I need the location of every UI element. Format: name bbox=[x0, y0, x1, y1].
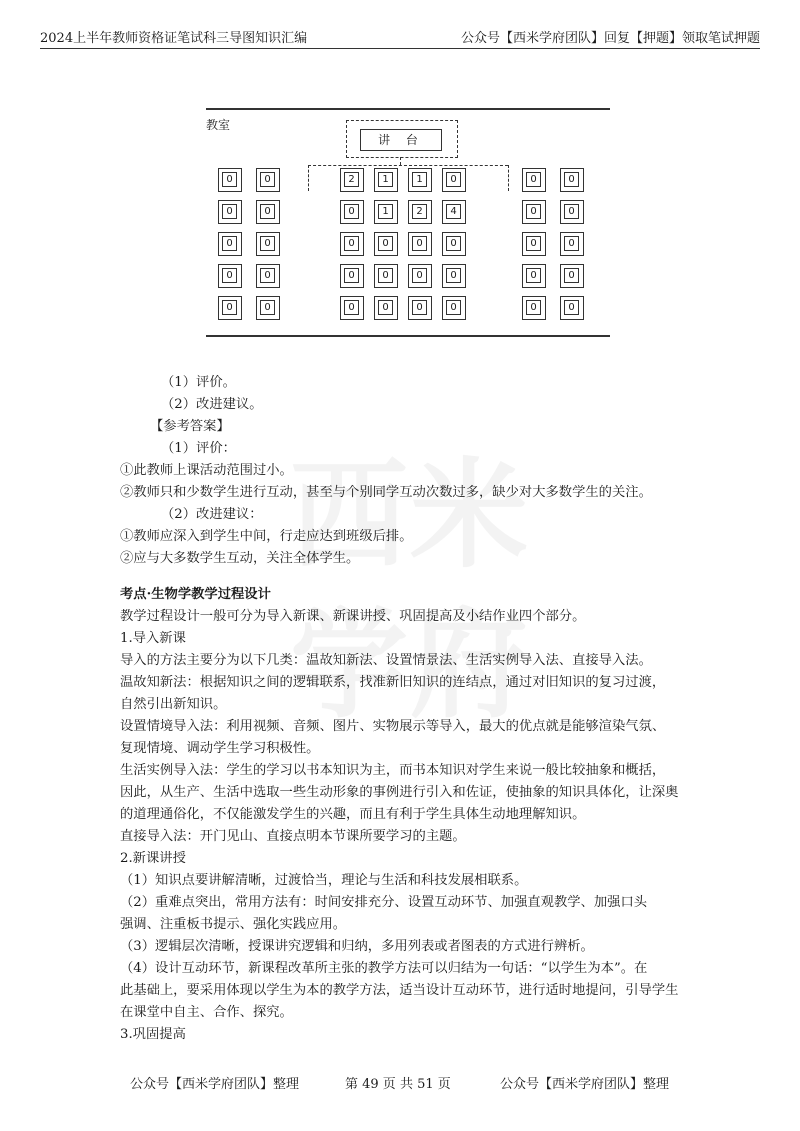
seat bbox=[560, 200, 584, 224]
paragraph: 设置情境导入法：利用视频、音频、图片、实物展示等导入，最大的优点就是能够渲染气氛、 bbox=[120, 719, 666, 734]
seat-count: 1 bbox=[378, 172, 393, 187]
seat-count: 2 bbox=[412, 204, 427, 219]
seat-count: 0 bbox=[260, 268, 275, 283]
paragraph: 因此，从生产、生活中选取一些生动形象的事例进行引入和佐证，使抽象的知识具体化，让深奥 bbox=[120, 785, 679, 800]
paragraph: 强调、注重板书提示、强化实践应用。 bbox=[120, 917, 347, 932]
seat-count: 2 bbox=[344, 172, 359, 187]
paragraph: 教学过程设计一般可分为导入新课、新课讲授、巩固提高及小结作业四个部分。 bbox=[120, 609, 586, 624]
seat bbox=[522, 232, 546, 256]
classroom-figure bbox=[206, 108, 610, 338]
seat-count: 0 bbox=[526, 268, 541, 283]
seat bbox=[218, 264, 242, 288]
seat-count: 0 bbox=[344, 300, 359, 315]
seat-count: 0 bbox=[412, 300, 427, 315]
question-item: （2）改进建议。 bbox=[161, 397, 263, 412]
answer-title: 【参考答案】 bbox=[150, 419, 230, 434]
footer-left: 公众号【西米学府团队】整理 bbox=[130, 1077, 300, 1092]
figure-bottom-border bbox=[206, 335, 610, 337]
page-header bbox=[40, 24, 760, 49]
seat-count: 0 bbox=[378, 236, 393, 251]
seat bbox=[374, 296, 398, 320]
seat-count: 0 bbox=[446, 236, 461, 251]
seat bbox=[340, 232, 364, 256]
seat bbox=[374, 232, 398, 256]
seat-count: 0 bbox=[378, 300, 393, 315]
answer-line: ②教师只和少数学生进行互动，甚至与个别同学互动次数过多，缺少对大多数学生的关注。 bbox=[120, 485, 652, 500]
seat-count: 0 bbox=[222, 236, 237, 251]
seat-count: 0 bbox=[344, 268, 359, 283]
connector-line bbox=[400, 157, 401, 165]
seat bbox=[442, 168, 466, 192]
paragraph: 在课堂中自主、合作、探究。 bbox=[120, 1005, 293, 1020]
seat-count: 0 bbox=[222, 300, 237, 315]
seat bbox=[522, 200, 546, 224]
seat-count: 0 bbox=[526, 204, 541, 219]
seat bbox=[442, 200, 466, 224]
paragraph: 生活实例导入法：学生的学习以书本知识为主，而书本知识对学生来说一般比较抽象和概括， bbox=[120, 763, 666, 778]
seat-count: 0 bbox=[412, 236, 427, 251]
seat-count: 0 bbox=[222, 172, 237, 187]
seat bbox=[560, 264, 584, 288]
seat bbox=[256, 200, 280, 224]
seat bbox=[256, 264, 280, 288]
seat bbox=[374, 264, 398, 288]
paragraph: （1）知识点要讲解清晰，过渡恰当，理论与生活和科技发展相联系。 bbox=[120, 873, 528, 888]
subsection-heading: 1.导入新课 bbox=[120, 631, 186, 646]
paragraph: 此基础上，要采用体现以学生为本的教学方法，适当设计互动环节，进行适时地提问，引导学生 bbox=[120, 983, 679, 998]
seat bbox=[256, 232, 280, 256]
seat bbox=[218, 296, 242, 320]
page-number: 第 49 页 共 51 页 bbox=[345, 1077, 451, 1092]
seat bbox=[442, 232, 466, 256]
seat bbox=[218, 168, 242, 192]
seat-count: 0 bbox=[564, 300, 579, 315]
seat bbox=[560, 232, 584, 256]
seat-count: 0 bbox=[446, 172, 461, 187]
connector-line bbox=[308, 165, 508, 166]
seat bbox=[340, 200, 364, 224]
seat bbox=[408, 200, 432, 224]
seat-count: 1 bbox=[378, 204, 393, 219]
paragraph: （4）设计互动环节，新课程改革所主张的教学方法可以归结为一句话：“以学生为本”。在 bbox=[120, 961, 648, 976]
header-right-note: 公众号【西米学府团队】回复【押题】领取笔试押题 bbox=[460, 31, 760, 46]
seat bbox=[340, 264, 364, 288]
seat-count: 1 bbox=[412, 172, 427, 187]
paragraph: 直接导入法：开门见山、直接点明本节课所要学习的主题。 bbox=[120, 829, 466, 844]
seat-count: 0 bbox=[526, 172, 541, 187]
answer-line: ①教师应深入到学生中间，行走应达到班级后排。 bbox=[120, 529, 413, 544]
seat-count: 0 bbox=[260, 204, 275, 219]
seat-count: 0 bbox=[446, 268, 461, 283]
seat-count: 0 bbox=[344, 204, 359, 219]
paragraph: （2）重难点突出，常用方法有：时间安排充分、设置互动环节、加强直观教学、加强口头 bbox=[120, 895, 648, 910]
seat-count: 0 bbox=[260, 172, 275, 187]
seat bbox=[408, 296, 432, 320]
seat bbox=[522, 296, 546, 320]
seat bbox=[560, 168, 584, 192]
seat-count: 4 bbox=[446, 204, 461, 219]
figure-top-border bbox=[206, 108, 610, 110]
paragraph: 导入的方法主要分为以下几类：温故知新法、设置情景法、生活实例导入法、直接导入法。 bbox=[120, 653, 652, 668]
seat bbox=[522, 264, 546, 288]
header-left-title: 2024上半年教师资格证笔试科三导图知识汇编 bbox=[40, 31, 308, 46]
seat-count: 0 bbox=[446, 300, 461, 315]
seat bbox=[218, 232, 242, 256]
subsection-heading: 3.巩固提高 bbox=[120, 1027, 186, 1042]
seat-count: 0 bbox=[564, 268, 579, 283]
seat-count: 0 bbox=[564, 204, 579, 219]
paragraph: （3）逻辑层次清晰，授课讲究逻辑和归纳，多用列表或者图表的方式进行辨析。 bbox=[120, 939, 594, 954]
section-heading: 考点·生物学教学过程设计 bbox=[120, 587, 271, 602]
seat-count: 0 bbox=[260, 300, 275, 315]
seat bbox=[374, 200, 398, 224]
seat-count: 0 bbox=[564, 172, 579, 187]
page-body bbox=[120, 372, 708, 1046]
seat bbox=[256, 296, 280, 320]
classroom-label: 教室 bbox=[206, 118, 231, 132]
paragraph: 自然引出新知识。 bbox=[120, 697, 227, 712]
connector-line bbox=[508, 165, 509, 191]
seat bbox=[408, 264, 432, 288]
footer-right: 公众号【西米学府团队】整理 bbox=[500, 1077, 670, 1092]
answer-line: ①此教师上课活动范围过小。 bbox=[120, 463, 293, 478]
seat-count: 0 bbox=[378, 268, 393, 283]
seat-count: 0 bbox=[564, 236, 579, 251]
seat-count: 0 bbox=[526, 300, 541, 315]
seat-count: 0 bbox=[222, 268, 237, 283]
seat bbox=[522, 168, 546, 192]
seat bbox=[374, 168, 398, 192]
connector-line bbox=[308, 165, 309, 191]
seat-count: 0 bbox=[260, 236, 275, 251]
subsection-heading: 2.新课讲授 bbox=[120, 851, 186, 866]
seat bbox=[560, 296, 584, 320]
paragraph: 的道理通俗化，不仅能激发学生的兴趣，而且有利于学生具体生动地理解知识。 bbox=[120, 807, 586, 822]
question-item: （1）评价。 bbox=[161, 375, 236, 390]
seat-count: 0 bbox=[222, 204, 237, 219]
seat bbox=[256, 168, 280, 192]
seat bbox=[408, 232, 432, 256]
seat bbox=[218, 200, 242, 224]
seat bbox=[442, 296, 466, 320]
seat bbox=[340, 296, 364, 320]
seat-count: 0 bbox=[526, 236, 541, 251]
paragraph: 温故知新法：根据知识之间的逻辑联系，找准新旧知识的连结点，通过对旧知识的复习过渡， bbox=[120, 675, 666, 690]
answer-subtitle: （1）评价： bbox=[161, 441, 236, 456]
seat bbox=[340, 168, 364, 192]
podium: 讲 台 bbox=[360, 129, 442, 151]
seat-count: 0 bbox=[412, 268, 427, 283]
seat bbox=[442, 264, 466, 288]
answer-subtitle: （2）改进建议： bbox=[161, 507, 263, 522]
answer-line: ②应与大多数学生互动，关注全体学生。 bbox=[120, 551, 360, 566]
paragraph: 复现情境、调动学生学习积极性。 bbox=[120, 741, 320, 756]
seat-count: 0 bbox=[344, 236, 359, 251]
seat bbox=[408, 168, 432, 192]
